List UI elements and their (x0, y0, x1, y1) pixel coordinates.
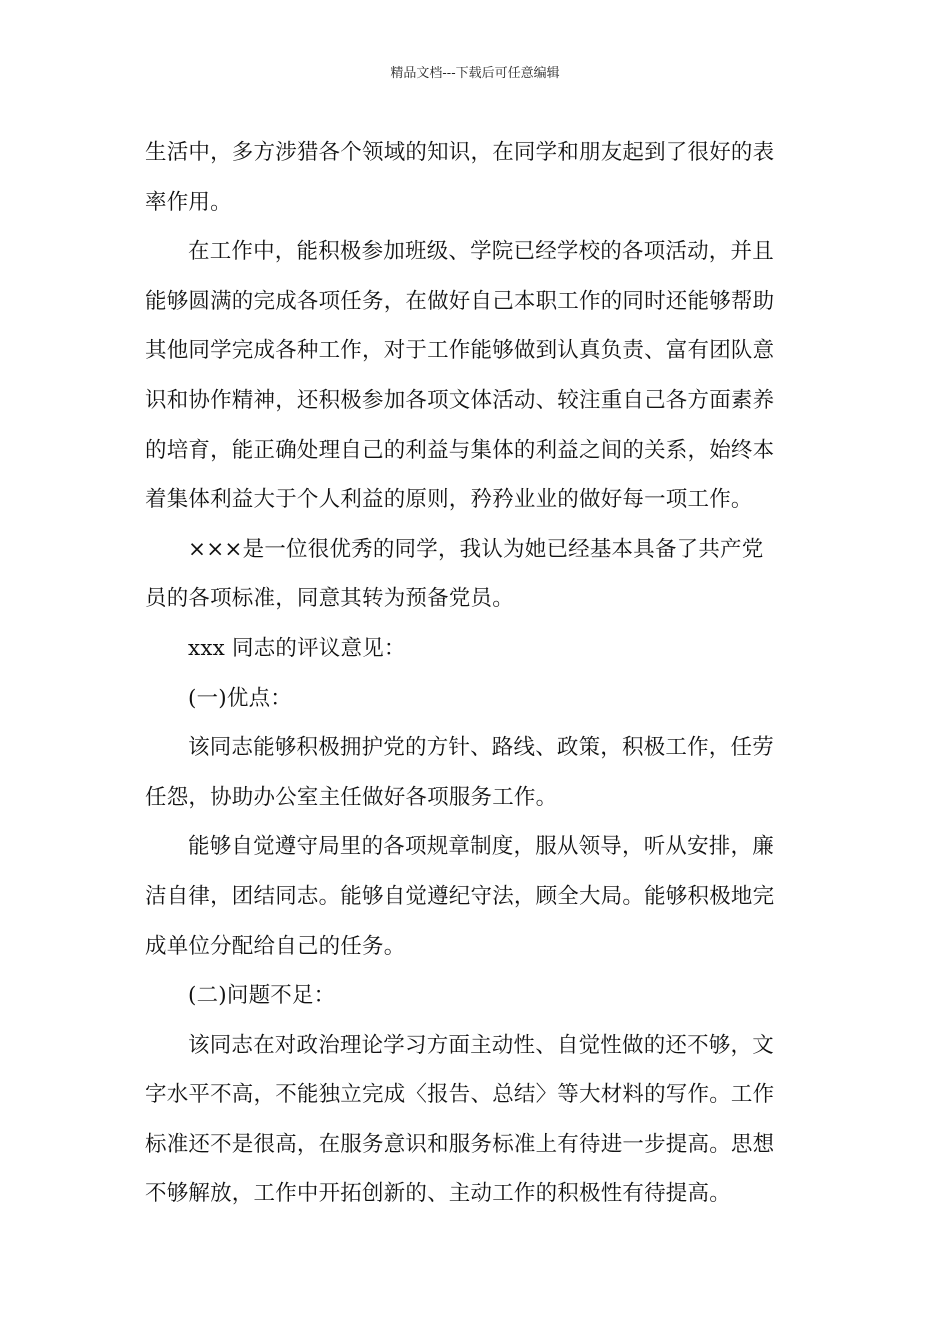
text-line: 员的各项标准，同意其转为预备党员。 (145, 586, 514, 612)
text-line: 该同志在对政治理论学习方面主动性、自觉性做的还不够，文 (188, 1032, 774, 1058)
text-line: xxx 同志的评议意见： (188, 635, 406, 661)
text-line: (一)优点： (188, 685, 292, 711)
text-line: ×××是一位很优秀的同学，我认为她已经基本具备了共产党 (188, 536, 764, 562)
text-line: (二)问题不足： (188, 983, 336, 1009)
text-line: 在工作中，能积极参加班级、学院已经学校的各项活动，并且 (188, 239, 774, 265)
text-line: 识和协作精神，还积极参加各项文体活动、较注重自己各方面素养 (145, 387, 775, 413)
text-line: 洁自律，团结同志。能够自觉遵纪守法，顾全大局。能够积极地完 (145, 883, 775, 909)
text-line: 率作用。 (145, 189, 232, 215)
text-line: 的培育，能正确处理自己的利益与集体的利益之间的关系，始终本 (145, 437, 775, 463)
page-header: 精品文档---下载后可任意编辑 (390, 66, 560, 81)
text-line: 能够圆满的完成各项任务，在做好自己本职工作的同时还能够帮助 (145, 288, 775, 314)
text-line: 不够解放，工作中开拓创新的、主动工作的积极性有待提高。 (145, 1181, 731, 1207)
text-line: 该同志能够积极拥护党的方针、路线、政策，积极工作，任劳 (188, 735, 774, 761)
text-line: 字水平不高，不能独立完成〈报告、总结〉等大材料的写作。工作 (145, 1082, 775, 1108)
text-line: 成单位分配给自己的任务。 (145, 933, 406, 959)
text-line: 任怨，协助办公室主任做好各项服务工作。 (145, 784, 558, 810)
text-line: 生活中，多方涉猎各个领域的知识，在同学和朋友起到了很好的表 (145, 140, 775, 165)
text-line: 标准还不是很高，在服务意识和服务标准上有待进一步提高。思想 (145, 1131, 775, 1157)
document-body (145, 128, 810, 1219)
text-line: 着集体利益大于个人利益的原则，矜矜业业的做好每一项工作。 (145, 487, 753, 513)
text-line: 能够自觉遵守局里的各项规章制度，服从领导，听从安排，廉 (188, 834, 774, 860)
text-line: 其他同学完成各种工作，对于工作能够做到认真负责、富有团队意 (145, 338, 775, 364)
